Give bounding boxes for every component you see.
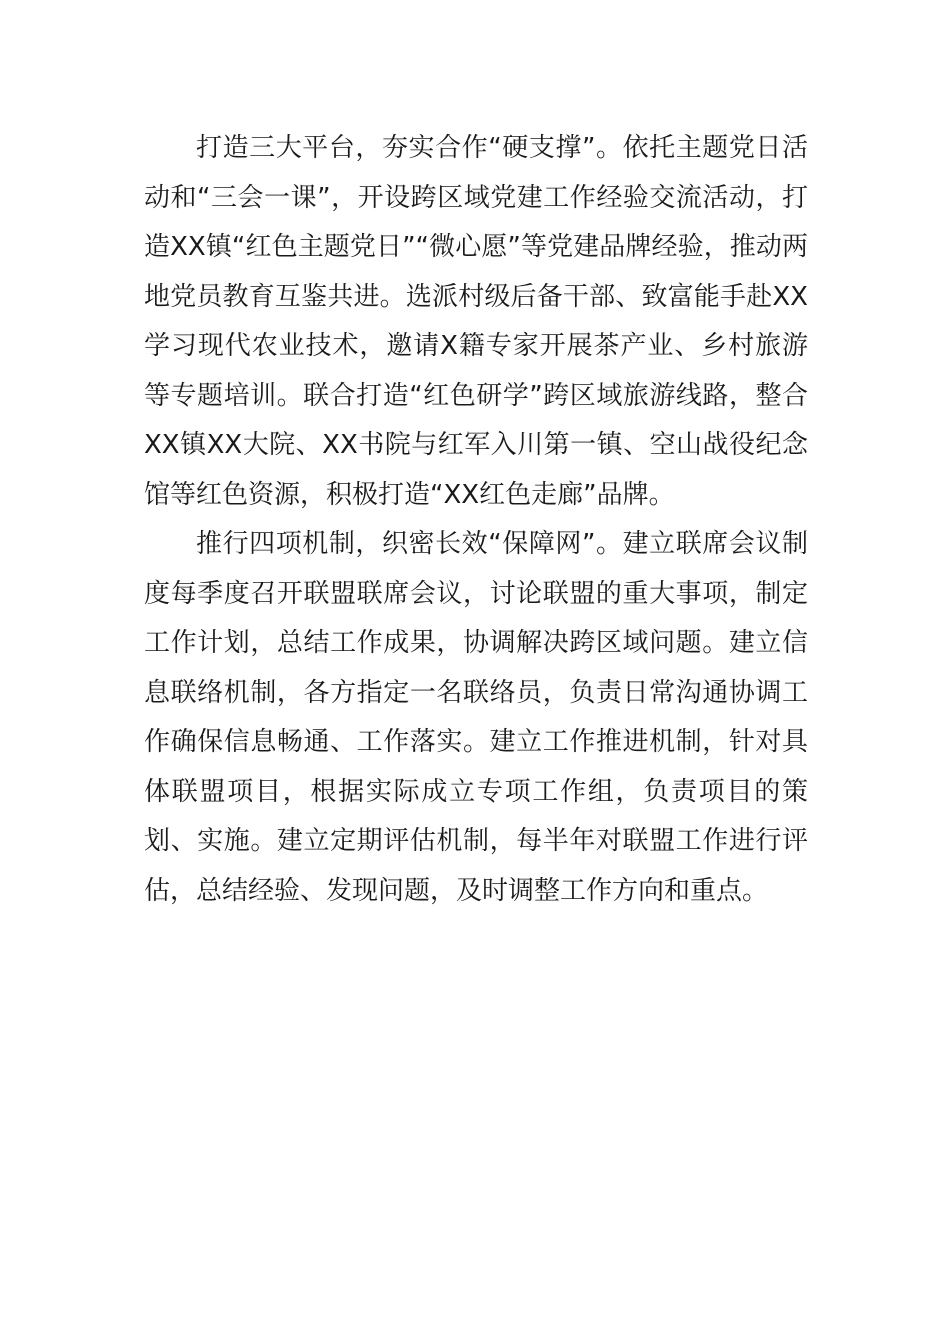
- document-body: [144, 124, 808, 916]
- paragraph-platforms: 打造三大平台，夯实合作“硬支撑”。依托主题党日活动和“三会一课”，开设跨区域党建工作经验交流活动，打造XX镇“红色主题党日”“微心愿”等党建品牌经验，推动两地党员教育互鉴共进。选派村级后备干部、致富能手赴XX学习现代农业技术，邀请X籍专家开展茶产业、乡村旅游等专题培训。联合打造“红色研学”跨区域旅游线路，整合XX镇XX大院、XX书院与红军入川第一镇、空山战役纪念馆等红色资源，积极打造“XX红色走廊”品牌。: [144, 133, 808, 510]
- paragraph-mechanisms: 推行四项机制，织密长效“保障网”。建立联席会议制度每季度召开联盟联席会议，讨论联盟的重大事项，制定工作计划，总结工作成果，协调解决跨区域问题。建立信息联络机制，各方指定一名联络员，负责日常沟通协调工作确保信息畅通、工作落实。建立工作推进机制，针对具体联盟项目，根据实际成立专项工作组，负责项目的策划、实施。建立定期评估机制，每半年对联盟工作进行评估，总结经验、发现问题，及时调整工作方向和重点。: [144, 529, 808, 906]
